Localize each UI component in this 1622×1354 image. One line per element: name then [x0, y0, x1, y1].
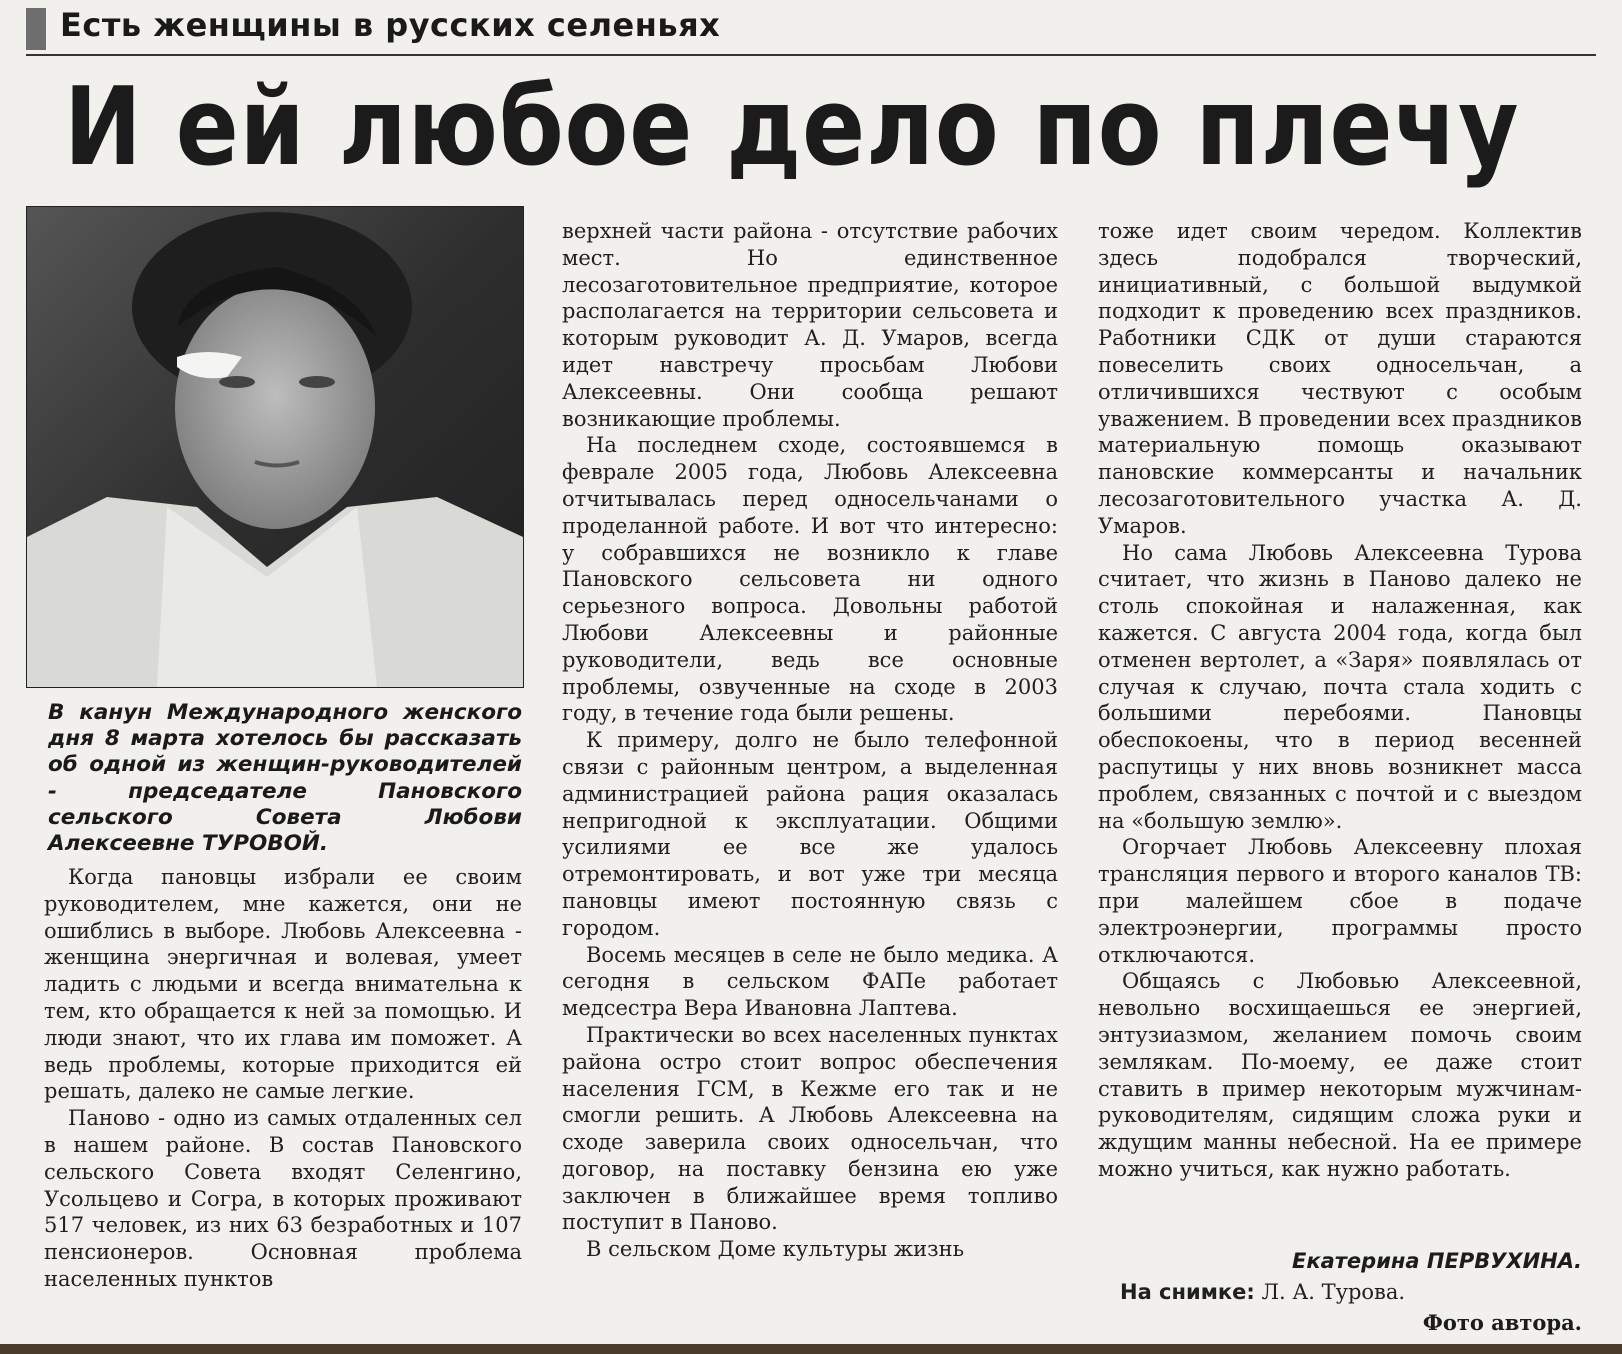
section-header	[26, 6, 1596, 56]
caption-text: Л. А. Турова.	[1261, 1280, 1406, 1304]
paragraph: Огорчает Любовь Алексеевну плохая трансляция первого и второго каналов ТВ: при малейшем сбое в подаче электроэнергии, программы просто отключаются.	[1098, 835, 1582, 967]
portrait-image	[27, 207, 523, 687]
paragraph: Когда пановцы избрали ее своим руководителем, мне кажется, они не ошиблись в выборе. Любовь Алексеевна - женщина энергичная и волевая, умеет ладить с людьми и всегда внимательна к тем, кто обращается к ней за помощью. И люди знают, что их глава им поможет. А ведь проблемы, которые приходится ей решать, далеко не самые легкие.	[44, 865, 522, 1104]
paragraph: На последнем сходе, состоявшемся в феврале 2005 года, Любовь Алексеевна отчитывалась перед односельчанами о проделанной работе. И вот что интересно: у собравшихся не возникло к главе Пановского сельсовета ни одного серьезного вопроса. Довольны работой Любови Алексеевны и районные руководители, ведь все основные проблемы, озвученные на сходе в 2003 году, в течение года были решены.	[562, 433, 1058, 726]
photo-credit: Фото автора.	[1422, 1310, 1582, 1335]
caption-label: На снимке:	[1120, 1280, 1255, 1304]
article-column-1	[44, 864, 522, 1293]
article-headline: И ей любое дело по плечу	[64, 65, 1520, 190]
paragraph: Паново - одно из самых отдаленных сел в нашем районе. В состав Пановского сельского Совета входят Селенгино, Усольцево и Согра, в которых проживают 517 человек, из них 63 безработных и 107 пенсионеров. Основная проблема населенных пунктов	[44, 1106, 522, 1291]
paragraph: В сельском Доме культуры жизнь	[586, 1237, 965, 1262]
paragraph: тоже идет своим чередом. Коллектив здесь подобрался творческий, инициативный, с большой выдумкой подходит к проведению всех праздников. Работники СДК от души стараются повеселить своих односельчан, а отличившихся чествуют с особым уважением. В проведении всех праздников материальную помощь оказывают пановские коммерсанты и начальник лесозаготовительного участка А. Д. Умаров.	[1098, 219, 1582, 538]
paragraph: Восемь месяцев в селе не было медика. А сегодня в сельском ФАПе работает медсестра Вера Ивановна Лаптева.	[562, 942, 1058, 1021]
section-label: Есть женщины в русских селеньях	[60, 6, 721, 44]
section-marker	[26, 8, 46, 50]
paragraph: Общаясь с Любовью Алексеевной, невольно восхищаешься ее энергией, энтузиазмом, желанием помочь своим землякам. По-моему, ее даже стоит ставить в пример некоторым мужчинам-руководителям, сидящим сложа руки и ждущим манны небесной. На ее примере можно учиться, как нужно работать.	[1098, 969, 1582, 1181]
article-lead: В канун Международного женского дня 8 марта хотелось бы рассказать об одной из женщин-руководителей - председателе Пановского сельского Совета Любови Алексеевне ТУРОВОЙ.	[48, 700, 522, 857]
paragraph: Практически во всех населенных пунктах района остро стоит вопрос обеспечения населения ГСМ, в Кежме его так и не смогли решить. А Любовь Алексеевна на сходе заверила своих односельчан, что договор, на поставку бензина ею уже заключен в ближайшее время топливо поступит в Паново.	[562, 1022, 1058, 1235]
paragraph: К примеру, долго не было телефонной связи с районным центром, а выделенная администрацией района рация оказалась непригодной к эксплуатации. Общими усилиями ее все же удалось отремонтировать, и вот уже три месяца пановцы имеют постоянную связь с городом.	[562, 728, 1058, 940]
paragraph: верхней части района - отсутствие рабочих мест. Но единственное лесозаготовительное предприятие, которое располагается на территории сельсовета и которым руководит А. Д. Умаров, всегда идет навстречу просьбам Любови Алексеевны. Они сообща решают возникающие проблемы.	[562, 219, 1058, 431]
author-byline: Екатерина ПЕРВУХИНА.	[1291, 1249, 1582, 1273]
article-column-2	[562, 218, 1058, 1263]
paragraph: Но сама Любовь Алексеевна Турова считает, что жизнь в Паново далеко не столь спокойная и налаженная, как кажется. С августа 2004 года, когда был отменен вертолет, а «Заря» появлялась от случая к случаю, почта стала ходить с большими перебоями. Пановцы обеспокоены, что в период весенней распутицы у них вновь возникнет масса проблем, связанных с почтой и с выездом на «большую землю».	[1098, 540, 1582, 833]
portrait-photo	[26, 206, 524, 688]
photo-caption	[1120, 1280, 1560, 1304]
page-bottom-edge	[0, 1344, 1622, 1354]
article-column-3	[1098, 218, 1582, 1183]
